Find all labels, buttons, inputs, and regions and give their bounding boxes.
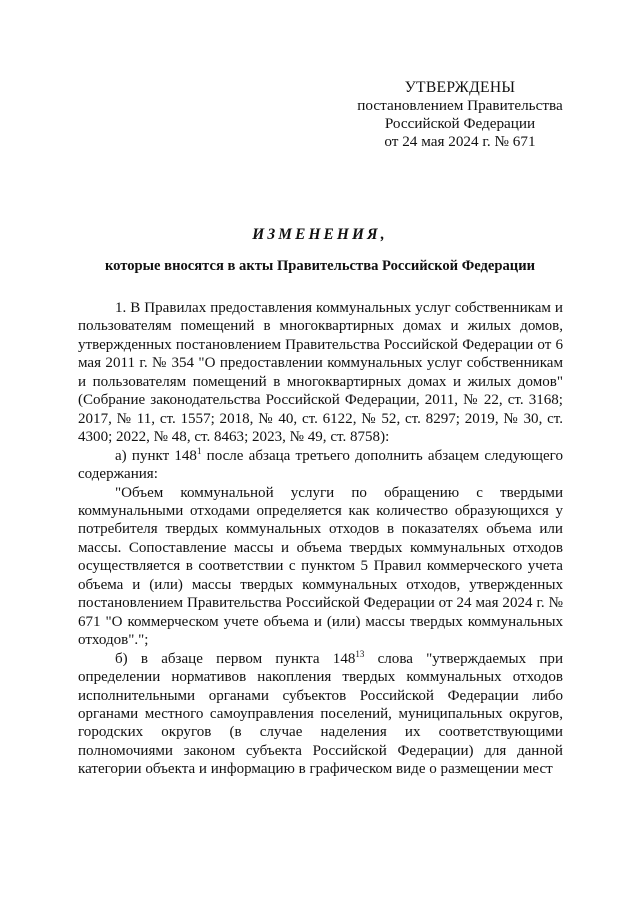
approval-line-1: постановлением Правительства xyxy=(357,97,563,114)
approval-heading: УТВЕРЖДЕНЫ xyxy=(404,79,516,96)
paragraph-2-text-before: а) пункт 148 xyxy=(115,447,197,464)
paragraph-3: "Объем коммунальной услуги по обращению с твердыми коммунальными отходами определяется как количество образующихся у потребителя твердых коммунальных отходов в показателях объема или массы. Сопоставление массы и объема твердых коммунальных отходов осуществляется в соответствии с пунктом 5 Правил коммерческого учета объема и (или) массы твердых коммунальных отходов, утвержденных постановлением Правительства Российской Федерации от 24 мая 2024 г. № 671 "О коммерческом учете объема и (или) массы твердых коммунальных отходов"."; xyxy=(78,484,563,649)
paragraph-4 xyxy=(78,650,563,779)
approval-line-3: от 24 мая 2024 г. № 671 xyxy=(384,133,536,150)
document-subtitle: которые вносятся в акты Правительства Российской Федерации xyxy=(104,258,536,274)
paragraph-4-superscript: 13 xyxy=(355,648,365,659)
paragraph-2-text-after: после абзаца третьего дополнить абзацем следующего содержания: xyxy=(78,447,563,483)
approval-stamp xyxy=(340,79,580,151)
paragraph-4-text-before: б) в абзаце первом пункта 148 xyxy=(115,650,356,667)
paragraph-2 xyxy=(78,447,563,484)
paragraph-1: 1. В Правилах предоставления коммунальных услуг собственникам и пользователям помещений в многоквартирных домах и жилых домов, утвержденных постановлением Правительства Российской Федерации от 6 мая 2011 г. № 354 "О предоставлении коммунальных услуг собственникам и пользователям помещений в многоквартирных домах и жилых домов" (Собрание законодательства Российской Федерации, 2011, № 22, ст. 3168; 2017, № 11, ст. 1557; 2018, № 40, ст. 6122, № 52, ст. 8297; 2019, № 30, ст. 4300; 2022, № 48, ст. 8463; 2023, № 49, ст. 8758): xyxy=(78,300,563,446)
document-title-block xyxy=(60,226,580,275)
document-title: ИЗМЕНЕНИЯ, xyxy=(252,226,388,243)
paragraph-2-superscript: 1 xyxy=(196,445,202,456)
document-body xyxy=(78,299,563,779)
paragraph-4-text-after: слова "утверждаемых при определении нормативов накопления твердых коммунальных отходов исполнительными органами субъектов Российской Федерации либо органами местного самоуправления поселений, муниципальных округов, городских округов (в случае наделения их соответствующими полномочиями законом субъекта Российской Федерации) для данной категории объекта и информацию в графическом виде о размещении мест xyxy=(78,650,564,778)
approval-line-2: Российской Федерации xyxy=(384,115,536,132)
